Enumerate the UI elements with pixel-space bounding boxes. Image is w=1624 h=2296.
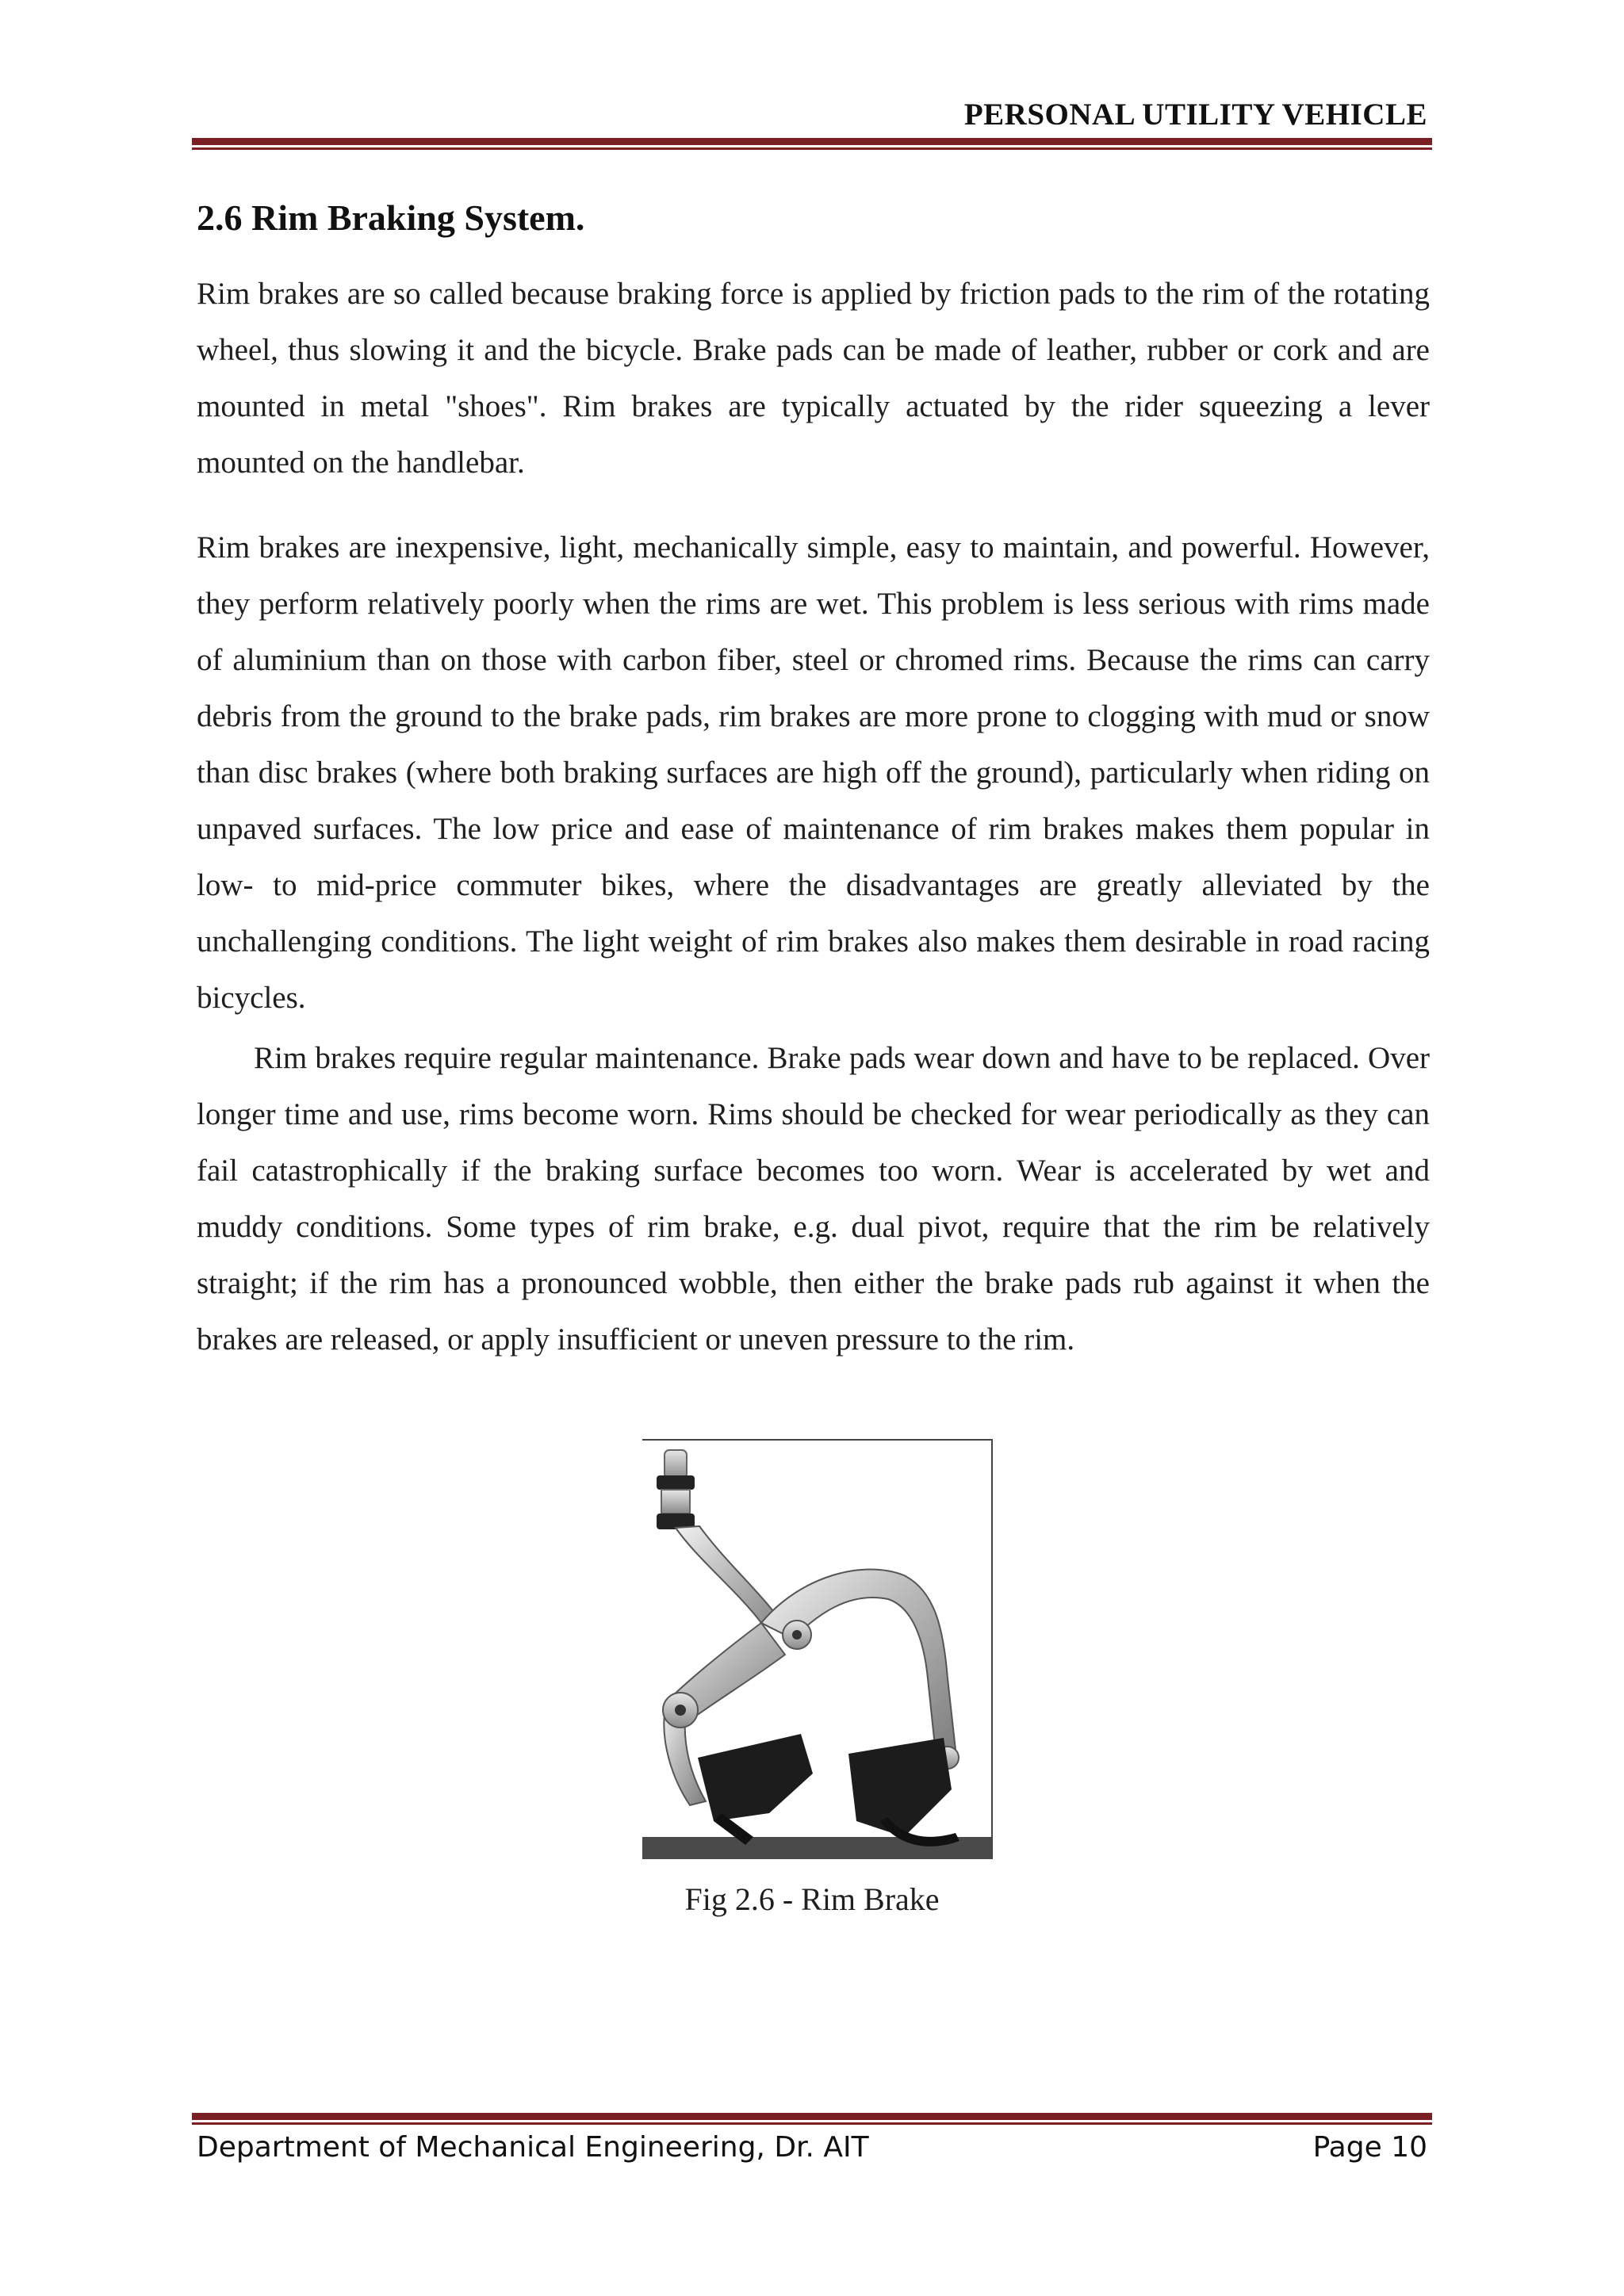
rim-brake-illustration bbox=[642, 1441, 991, 1859]
rim-brake-figure bbox=[642, 1439, 993, 1859]
body-paragraph-3: Rim brakes require regular maintenance. Brake pads wear down and have to be replaced. Over longer time and use, rims become worn. Rims should be checked for wear periodically as they can fail catastrophically if the braking surface becomes too worn. Wear is accelerated by wet and muddy conditions. Some types of rim brake, e.g. dual pivot, require that the rim be relatively straight; if the rim has a pronounced wobble, then either the brake pads rub against it when the brakes are released, or apply insufficient or uneven pressure to the rim. bbox=[197, 1041, 1430, 1357]
header-divider bbox=[192, 138, 1432, 150]
footer-divider bbox=[192, 2113, 1432, 2125]
section-heading: 2.6 Rim Braking System. bbox=[197, 197, 585, 238]
footer-page-number: Page 10 bbox=[1312, 2131, 1427, 2164]
body-paragraph-1: Rim brakes are so called because braking force is applied by friction pads to the rim of the rotating wheel, thus slowing it and the bicycle. Brake pads can be made of leather, rubber or cork and are mounted in metal "shoes". Rim brakes are typically actuated by the rider squeezing a lever mounted on the handlebar. bbox=[197, 277, 1430, 480]
running-header-title: PERSONAL UTILITY VEHICLE bbox=[963, 98, 1427, 132]
body-paragraph-2: Rim brakes are inexpensive, light, mechanically simple, easy to maintain, and powerful. However, they perform relatively poorly when the rims are wet. This problem is less serious with rims made of aluminium than on those with carbon fiber, steel or chromed rims. Because the rims can carry debris from the ground to the brake pads, rim brakes are more prone to clogging with mud or snow than disc brakes (where both braking surfaces are high off the ground), particularly when riding on unpaved surfaces. The low price and ease of maintenance of rim brakes makes them popular in low- to mid-price commuter bikes, where the disadvantages are greatly alleviated by the unchallenging conditions. The light weight of rim brakes also makes them desirable in road racing bicycles. bbox=[197, 530, 1430, 1015]
figure-caption: Fig 2.6 - Rim Brake bbox=[684, 1881, 940, 1917]
footer-department: Department of Mechanical Engineering, Dr. AIT bbox=[197, 2131, 869, 2164]
